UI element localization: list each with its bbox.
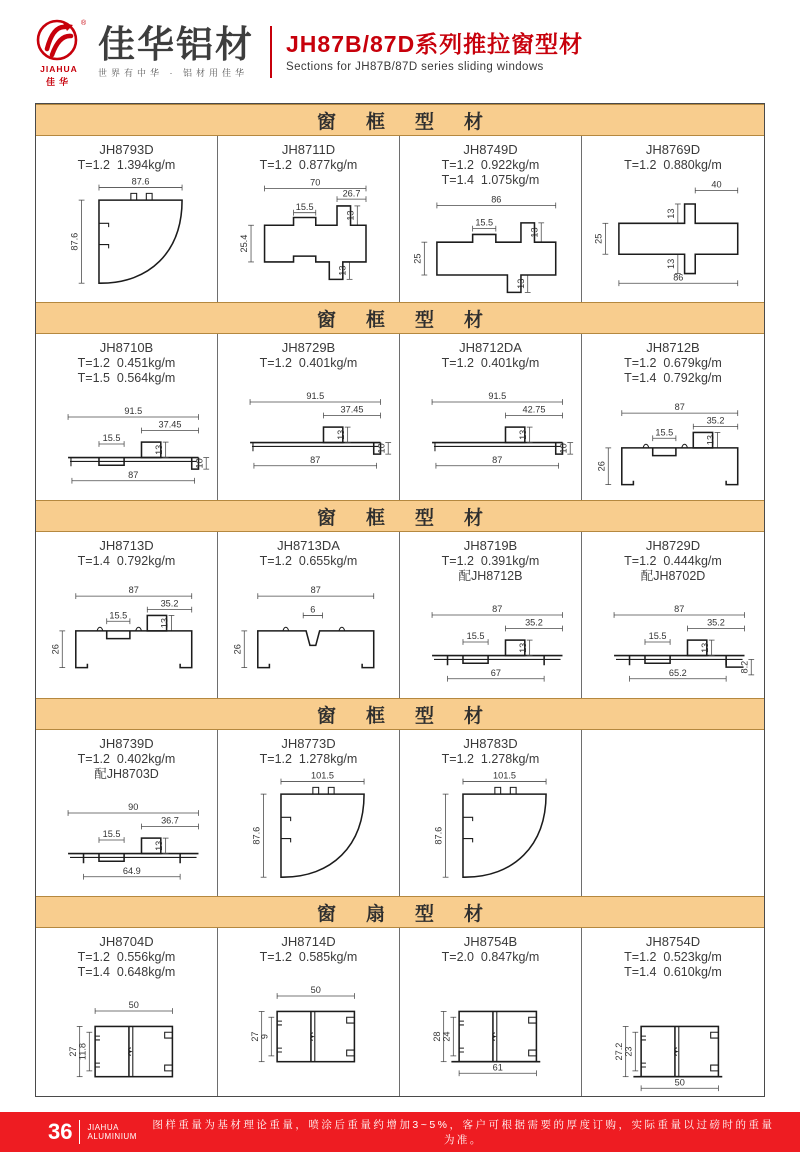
profile-code: JH8749D	[463, 142, 518, 157]
logo-jiahua-cn: 佳华	[45, 77, 72, 87]
svg-text:86: 86	[673, 272, 684, 283]
profile-code: JH8712B	[646, 340, 700, 355]
profile-drawing	[37, 175, 217, 289]
profile-code: JH8773D	[281, 736, 336, 751]
profile-cell	[218, 928, 400, 1096]
profile-cell	[400, 334, 582, 500]
profile-spec: T=1.2 0.655kg/m	[259, 554, 358, 568]
footer-divider	[79, 1120, 80, 1144]
profile-drawing	[401, 190, 581, 302]
profile-spec: T=1.2 0.391kg/m	[441, 554, 540, 568]
profile-spec: T=1.2 0.880kg/m	[624, 158, 722, 172]
profile-code: JH8754D	[645, 934, 701, 949]
profile-note: 配JH8712B	[458, 569, 523, 583]
svg-text:15.5: 15.5	[655, 427, 674, 438]
profile-row	[36, 334, 764, 500]
profile-cell	[400, 532, 582, 698]
svg-text:28: 28	[431, 1031, 442, 1042]
svg-text:15.5: 15.5	[102, 433, 120, 444]
svg-text:91.5: 91.5	[123, 406, 142, 417]
profile-drawing	[219, 967, 399, 1081]
svg-text:91.5: 91.5	[305, 391, 324, 402]
svg-text:27: 27	[67, 1046, 78, 1057]
footer-brand-line2: ALUMINIUM	[87, 1132, 137, 1141]
section-banner: 窗框型材	[36, 302, 764, 334]
brand-name: 佳华铝材	[98, 24, 254, 65]
svg-text:®: ®	[81, 20, 86, 27]
svg-text:27.2: 27.2	[613, 1042, 624, 1061]
profile-cell	[582, 136, 764, 302]
page-title: JH87B/87D系列推拉窗型材	[286, 31, 584, 57]
jiahua-logo-icon	[32, 16, 86, 66]
svg-text:25: 25	[411, 253, 422, 264]
svg-text:50: 50	[128, 1000, 139, 1011]
svg-text:87.6: 87.6	[131, 176, 149, 187]
svg-text:10: 10	[375, 443, 386, 454]
page-subtitle: Sections for JH87B/87D series sliding windows	[286, 61, 544, 73]
svg-text:65.2: 65.2	[668, 667, 687, 678]
profile-cell	[400, 928, 582, 1096]
profile-row	[36, 532, 764, 698]
profile-cell	[582, 532, 764, 698]
svg-text:13: 13	[699, 642, 710, 653]
profile-spec: T=1.4 0.610kg/m	[624, 965, 722, 979]
page-header	[28, 10, 772, 94]
svg-text:11.8: 11.8	[76, 1042, 87, 1061]
svg-text:35.2: 35.2	[524, 617, 543, 628]
profile-drawing	[219, 373, 399, 487]
footer-brand-line1: JIAHUA	[87, 1123, 119, 1132]
svg-text:13: 13	[665, 208, 676, 219]
profile-row	[36, 136, 764, 302]
svg-text:87: 87	[128, 585, 139, 596]
profile-cell	[582, 334, 764, 500]
header-divider	[270, 26, 272, 78]
svg-text:13: 13	[705, 435, 716, 446]
profile-spec: T=1.4 0.792kg/m	[77, 554, 176, 568]
section-banner: 窗扇型材	[36, 896, 764, 928]
svg-text:6: 6	[309, 604, 315, 615]
svg-text:15.5: 15.5	[474, 217, 493, 228]
profile-spec: T=1.4 0.648kg/m	[77, 965, 176, 979]
profile-drawing	[583, 175, 763, 289]
svg-text:87.6: 87.6	[433, 826, 444, 845]
svg-text:90: 90	[127, 802, 138, 813]
profile-code: JH8704D	[99, 934, 154, 949]
svg-text:23: 23	[623, 1046, 634, 1057]
section-banner: 窗框型材	[36, 698, 764, 730]
svg-text:91.5: 91.5	[487, 391, 506, 402]
svg-text:87: 87	[674, 604, 685, 615]
profile-drawing	[401, 769, 581, 883]
profile-code: JH8729B	[281, 340, 336, 355]
footer-note: 图样重量为基材理论重量，喷涂后重量约增加3~5%，客户可根据需要的厚度订购，实际重量以过磅时的重量为准。	[152, 1119, 775, 1146]
page-number: 36	[48, 1119, 73, 1144]
svg-text:13: 13	[344, 210, 355, 221]
profile-code: JH8713D	[99, 538, 154, 553]
profile-drawing	[219, 571, 399, 685]
profile-row	[36, 730, 764, 896]
profile-code: JH8714D	[281, 934, 336, 949]
profile-spec: T=1.2 0.402kg/m	[77, 752, 176, 766]
profile-code: JH8711D	[281, 142, 336, 157]
profile-spec: T=1.2 0.401kg/m	[259, 356, 358, 370]
profile-code: JH8729D	[645, 538, 701, 553]
profile-drawing	[219, 175, 399, 289]
profile-cell	[218, 136, 400, 302]
profile-drawing	[583, 388, 763, 500]
footer-bar	[0, 1112, 800, 1152]
profile-spec: T=1.5 0.564kg/m	[77, 371, 176, 385]
svg-text:10: 10	[557, 443, 568, 454]
svg-text:101.5: 101.5	[310, 770, 334, 781]
profile-spec: T=1.2 0.922kg/m	[441, 158, 540, 172]
profile-cell	[400, 136, 582, 302]
svg-text:13: 13	[153, 444, 164, 455]
svg-text:87: 87	[491, 604, 502, 615]
svg-text:87.6: 87.6	[251, 826, 262, 845]
svg-text:13: 13	[335, 429, 346, 440]
profile-drawing	[401, 586, 581, 698]
profile-spec: T=1.2 0.556kg/m	[77, 950, 176, 964]
svg-text:50: 50	[674, 1077, 685, 1088]
svg-text:15.5: 15.5	[648, 631, 667, 642]
empty-cell	[582, 730, 764, 896]
svg-text:67: 67	[490, 667, 501, 678]
profile-spec: T=1.4 0.792kg/m	[624, 371, 722, 385]
svg-text:35.2: 35.2	[707, 617, 725, 628]
profile-drawing	[37, 982, 217, 1096]
profile-drawing	[583, 586, 763, 698]
svg-text:25: 25	[593, 233, 604, 244]
profile-spec: T=1.2 0.877kg/m	[259, 158, 358, 172]
svg-text:9: 9	[258, 1034, 269, 1040]
profile-code: JH8783D	[463, 736, 518, 751]
profiles-table	[35, 103, 765, 1097]
profile-cell	[400, 730, 582, 896]
profile-cell	[218, 334, 400, 500]
footer-brand	[87, 1123, 136, 1141]
svg-text:13: 13	[153, 840, 164, 851]
svg-text:42.75: 42.75	[522, 404, 545, 415]
svg-text:40: 40	[711, 179, 722, 190]
profile-code: JH8719B	[463, 538, 518, 553]
svg-text:13: 13	[337, 265, 348, 276]
svg-text:15.5: 15.5	[102, 829, 120, 840]
profile-drawing	[37, 571, 217, 685]
svg-text:87: 87	[491, 454, 502, 465]
svg-text:61: 61	[492, 1062, 503, 1073]
svg-text:24: 24	[440, 1031, 451, 1042]
svg-text:15.5: 15.5	[108, 610, 127, 621]
svg-text:70: 70	[309, 177, 320, 188]
svg-text:13: 13	[517, 429, 528, 440]
profile-spec: T=1.2 0.679kg/m	[624, 356, 722, 370]
profile-cell	[36, 334, 218, 500]
svg-text:26: 26	[231, 644, 242, 655]
svg-text:13: 13	[517, 642, 528, 653]
svg-text:26.7: 26.7	[342, 188, 360, 199]
svg-text:27: 27	[249, 1031, 260, 1042]
profile-spec: T=1.2 0.523kg/m	[624, 950, 722, 964]
profile-code: JH8710B	[99, 340, 154, 355]
profile-cell	[218, 730, 400, 896]
logo-jiahua-text: JIAHUA	[40, 64, 78, 74]
profile-cell	[36, 928, 218, 1096]
svg-text:36.7: 36.7	[160, 815, 179, 826]
profile-code: JH8769D	[645, 142, 701, 157]
title-block	[286, 31, 583, 73]
brand-block	[98, 25, 254, 79]
profile-code: JH8712DA	[459, 340, 522, 355]
svg-text:87: 87	[310, 585, 321, 596]
profile-spec: T=2.0 0.847kg/m	[441, 950, 540, 964]
svg-text:87: 87	[127, 469, 138, 480]
profile-code: JH8739D	[99, 736, 154, 751]
profile-cell	[36, 532, 218, 698]
svg-text:8.2: 8.2	[739, 660, 750, 674]
section-banner: 窗框型材	[36, 104, 764, 136]
svg-text:87: 87	[674, 402, 685, 413]
svg-text:87: 87	[309, 454, 320, 465]
svg-text:13: 13	[159, 618, 170, 629]
profile-spec: T=1.2 0.585kg/m	[259, 950, 358, 964]
profile-spec: T=1.2 0.401kg/m	[441, 356, 540, 370]
svg-text:13: 13	[665, 258, 676, 269]
svg-text:26: 26	[596, 461, 607, 472]
svg-text:101.5: 101.5	[492, 770, 516, 781]
profile-spec: T=1.2 1.278kg/m	[259, 752, 358, 766]
profile-drawing	[37, 784, 217, 896]
profile-drawing	[401, 967, 581, 1081]
svg-text:87.6: 87.6	[69, 232, 80, 251]
svg-text:35.2: 35.2	[160, 598, 178, 609]
svg-text:15.5: 15.5	[295, 201, 314, 212]
brand-tagline: 世界有中华 · 铝材用佳华	[98, 68, 248, 78]
svg-text:25.4: 25.4	[238, 234, 249, 253]
svg-text:64.9: 64.9	[122, 865, 141, 876]
svg-text:26: 26	[49, 644, 60, 655]
svg-text:15.5: 15.5	[466, 631, 484, 642]
svg-text:37.45: 37.45	[158, 419, 181, 430]
svg-text:13: 13	[528, 227, 539, 238]
profile-spec: T=1.4 1.075kg/m	[441, 173, 540, 187]
svg-text:37.45: 37.45	[340, 404, 363, 415]
svg-text:86: 86	[490, 194, 501, 205]
profile-cell	[36, 136, 218, 302]
svg-text:50: 50	[310, 985, 321, 996]
jiahua-logo	[28, 16, 90, 88]
profile-cell	[218, 532, 400, 698]
profile-code: JH8754B	[463, 934, 518, 949]
profile-spec: T=1.2 1.278kg/m	[441, 752, 540, 766]
svg-text:13: 13	[515, 278, 526, 289]
profile-drawing	[37, 388, 217, 500]
section-banner: 窗框型材	[36, 500, 764, 532]
profile-drawing	[401, 373, 581, 487]
profile-cell	[36, 730, 218, 896]
profile-drawing	[583, 982, 763, 1096]
profile-drawing	[219, 769, 399, 883]
profile-row	[36, 928, 764, 1096]
profile-code: JH8793D	[99, 142, 154, 157]
profile-spec: T=1.2 0.444kg/m	[624, 554, 722, 568]
svg-text:10: 10	[193, 458, 204, 469]
profile-code: JH8713DA	[277, 538, 340, 553]
profile-note: 配JH8703D	[94, 767, 159, 781]
profile-note: 配JH8702D	[640, 569, 706, 583]
profile-spec: T=1.2 0.451kg/m	[77, 356, 176, 370]
svg-text:35.2: 35.2	[706, 415, 725, 426]
profile-spec: T=1.2 1.394kg/m	[77, 158, 176, 172]
profile-cell	[582, 928, 764, 1096]
